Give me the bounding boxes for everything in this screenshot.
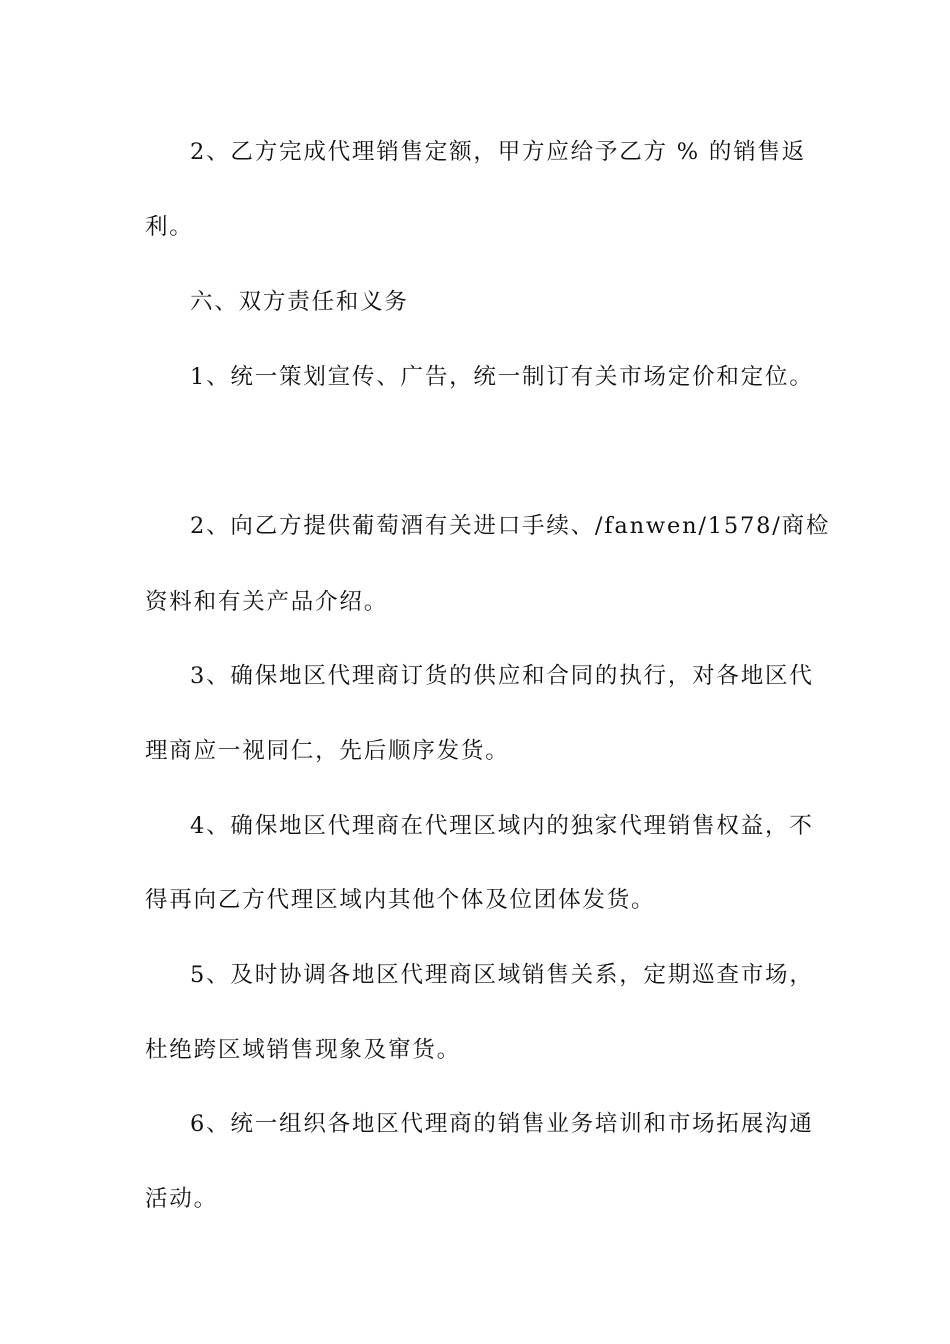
paragraph-item-1-line-1: 1、统一策划宣传、广告，统一制订有关市场定价和定位。 [190, 364, 814, 390]
paragraph-item-6-line-2: 活动。 [145, 1186, 218, 1212]
paragraph-item-3-line-1: 3、确保地区代理商订货的供应和合同的执行，对各地区代 [190, 663, 814, 689]
paragraph-item-3-line-2: 理商应一视同仁，先后顺序发货。 [145, 738, 510, 764]
paragraph-item-2-line-2: 资料和有关产品介绍。 [145, 589, 389, 615]
paragraph-item-4-line-1: 4、确保地区代理商在代理区域内的独家代理销售权益，不 [190, 813, 814, 839]
paragraph-item-4-line-2: 得再向乙方代理区域内其他个体及位团体发货。 [145, 887, 656, 913]
paragraph-rebate-line-1: 2、乙方完成代理销售定额，甲方应给予乙方 % 的销售返 [190, 139, 807, 165]
paragraph-item-6-line-1: 6、统一组织各地区代理商的销售业务培训和市场拓展沟通 [190, 1111, 814, 1137]
paragraph-item-2-line-1: 2、向乙方提供葡萄酒有关进口手续、/fanwen/1578/商检 [190, 513, 831, 539]
paragraph-rebate-line-2: 利。 [145, 214, 194, 240]
paragraph-item-5-line-2: 杜绝跨区域销售现象及窜货。 [145, 1037, 461, 1063]
paragraph-item-5-line-1: 5、及时协调各地区代理商区域销售关系，定期巡查市场， [190, 962, 814, 988]
section-heading-responsibilities: 六、双方责任和义务 [190, 289, 409, 315]
